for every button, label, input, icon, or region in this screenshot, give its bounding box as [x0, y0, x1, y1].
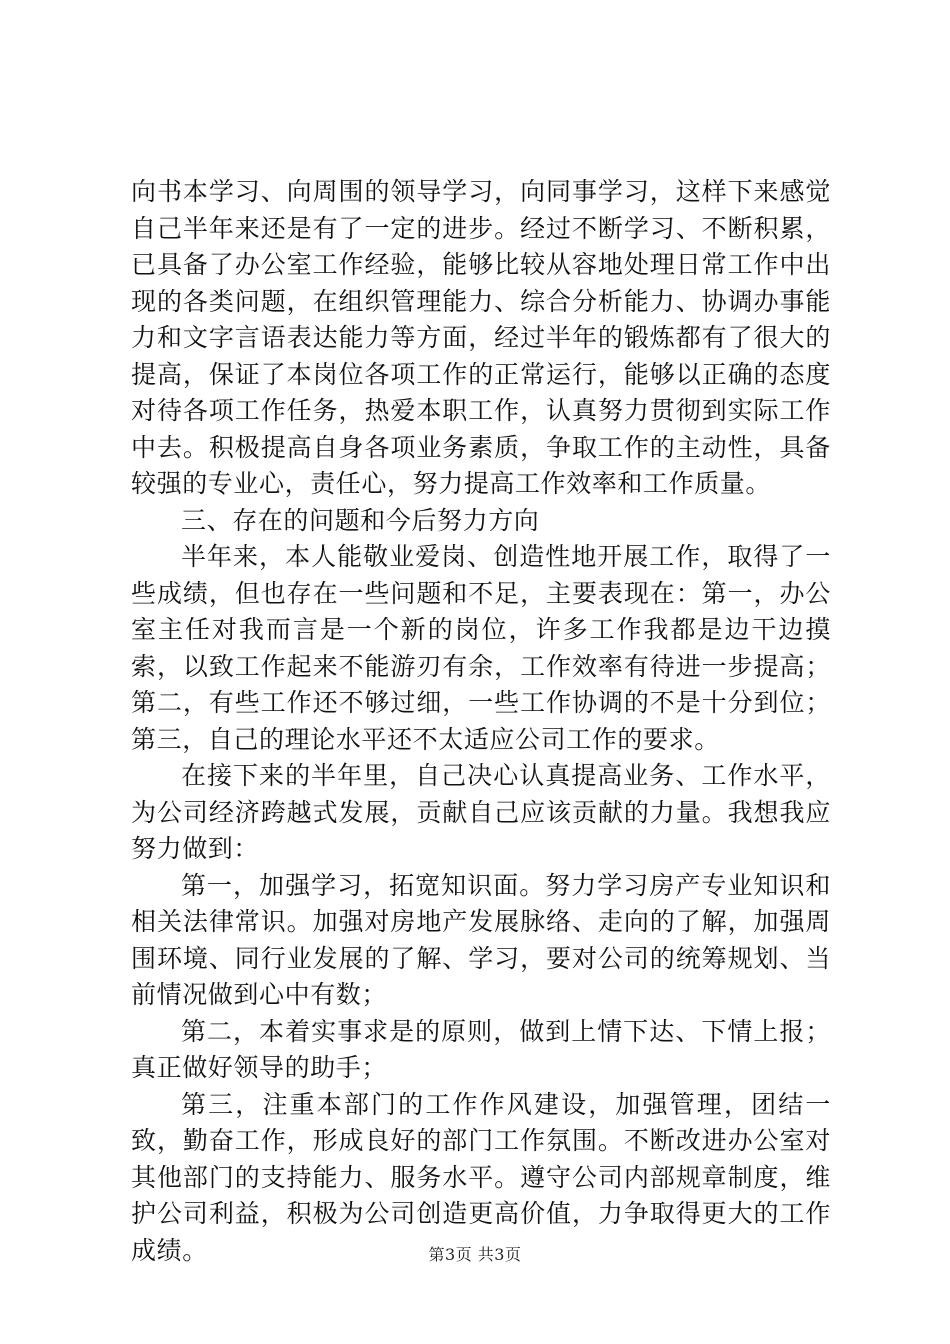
- paragraph-continuation: 向书本学习、向周围的领导学习，向同事学习，这样下来感觉自己半年来还是有了一定的进步。经过不断学习、不断积累，已具备了办公室工作经验，能够比较从容地处理日常工作中出现的各类问题，在组织管理能力、综合分析能力、协调办事能力和文字言语表达能力等方面，经过半年的锻炼都有了很大的提高，保证了本岗位各项工作的正常运行，能够以正确的态度对待各项工作任务，热爱本职工作，认真努力贯彻到实际工作中去。积极提高自身各项业务素质，争取工作的主动性，具备较强的专业心，责任心，努力提高工作效率和工作质量。: [131, 177, 831, 498]
- paragraph-problems: 半年来，本人能敬业爱岗、创造性地开展工作，取得了一些成绩，但也存在一些问题和不足，主要表现在：第一，办公室主任对我而言是一个新的岗位，许多工作我都是边干边摸索，以致工作起来不能游刃有余，工作效率有待进一步提高；第二，有些工作还不够过细，一些工作协调的不是十分到位；第三，自己的理论水平还不太适应公司工作的要求。: [131, 542, 831, 754]
- document-body: [131, 174, 831, 1269]
- paragraph-plan: 在接下来的半年里，自己决心认真提高业务、工作水平，为公司经济跨越式发展，贡献自己应该贡献的力量。我想我应努力做到：: [131, 761, 831, 863]
- paragraph-third-point: 第三，注重本部门的工作作风建设，加强管理，团结一致，勤奋工作，形成良好的部门工作氛围。不断改进办公室对其他部门的支持能力、服务水平。遵守公司内部规章制度，维护公司利益，积极为公司创造更高价值，力争取得更大的工作成绩。: [131, 1089, 831, 1265]
- section-heading: 三、存在的问题和今后努力方向: [181, 505, 540, 535]
- paragraph-first-point: 第一，加强学习，拓宽知识面。努力学习房产专业知识和相关法律常识。加强对房地产发展脉络、走向的了解，加强周围环境、同行业发展的了解、学习，要对公司的统筹规划、当前情况做到心中有数；: [131, 870, 831, 1009]
- paragraph-second-point: 第二，本着实事求是的原则，做到上情下达、下情上报；真正做好领导的助手；: [131, 1016, 831, 1082]
- page-footer: 第3页 共3页: [428, 1245, 522, 1264]
